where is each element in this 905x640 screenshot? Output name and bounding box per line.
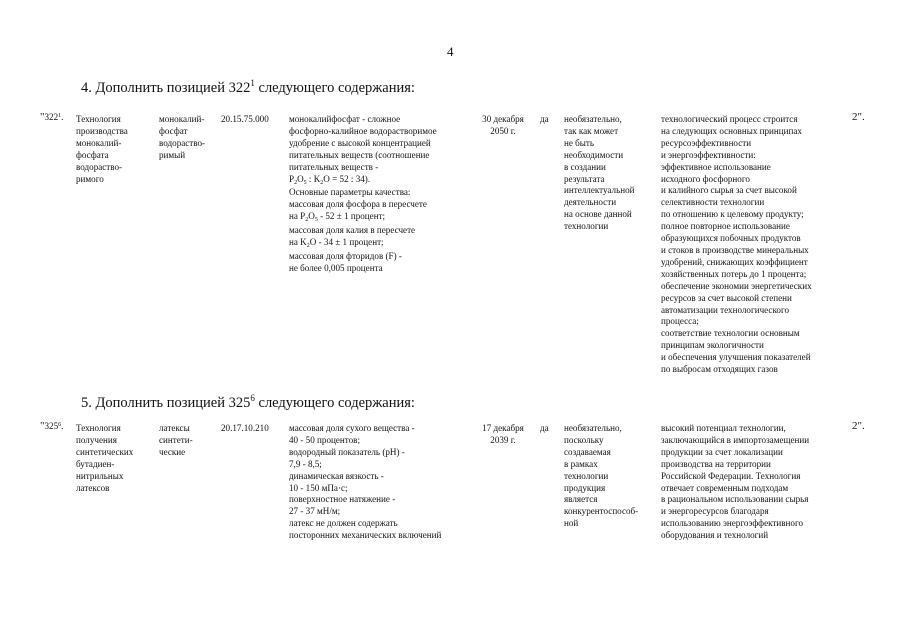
text-line: монокалий- <box>159 114 205 124</box>
text-line: производства <box>76 125 128 136</box>
okpd-code: 20.17.10.210 <box>221 423 269 433</box>
optional-note <box>564 114 635 233</box>
description-line: на $P_2O_5 - 52 \pm 1$ процент; <box>289 211 386 224</box>
description-line: $P_2O_5$ : $K_2O = 52$ : 34). <box>289 173 371 186</box>
text-line: ресурсов за счет высокой степени <box>661 292 792 303</box>
text-line: латексов <box>76 482 110 493</box>
text-line: фосфат <box>159 125 188 136</box>
text-line: технологический процесс строится <box>661 114 798 124</box>
text-line: отвечает современным подходам <box>661 482 789 493</box>
text-line: 30 декабря <box>482 114 524 124</box>
text-line: селективности технологии <box>661 197 765 208</box>
justification <box>661 423 809 542</box>
description-line: на $K_2O - 34 \pm 1$ процент; <box>289 237 384 250</box>
text-line: и обеспечения улучшения показателей <box>661 352 811 363</box>
technology-name <box>76 114 128 185</box>
description-line: посторонних механических включений <box>289 530 442 541</box>
description-line: водородный показатель (pH) - <box>289 446 405 457</box>
text-line: соответствие технологии основным <box>661 328 800 339</box>
text-line: и энергоэффективности: <box>661 149 756 160</box>
section-heading-5: 5. Дополнить позицией $325^6$ следующего содержания: <box>81 393 415 411</box>
description-line: латекс не должен содержать <box>289 518 398 529</box>
text-line: 17 декабря <box>482 423 524 433</box>
text-line: римый <box>159 149 186 160</box>
text-line: в создании <box>564 161 606 172</box>
text-line: нитрильных <box>76 470 124 481</box>
text-line: использованию энергоэффективного <box>661 518 804 529</box>
product-name <box>159 114 205 162</box>
text-line: эффективное использование <box>661 161 771 172</box>
text-line: и стоков в производстве минеральных <box>661 244 809 255</box>
description-line: питательных веществ (соотношение <box>289 149 430 160</box>
text-line: удобрений, снижающих коэффициент <box>661 256 808 267</box>
description-line: 40 - 50 процентов; <box>289 434 360 445</box>
text-line: интеллектуальной <box>564 185 635 196</box>
text-line: на основе данной <box>564 209 632 220</box>
description-line: массовая доля калия в пересчете <box>289 225 416 236</box>
text-line: в рамках <box>564 458 598 469</box>
text-line: римого <box>76 173 104 184</box>
text-line: конкурентоспособ- <box>564 506 639 517</box>
text-line: автоматизации технологического <box>661 304 790 315</box>
description-line: Основные параметры качества: <box>289 187 411 198</box>
text-line: технологии <box>564 470 609 481</box>
text-line: образующихся побочных продуктов <box>661 233 801 244</box>
text-line: процесса; <box>661 316 699 327</box>
product-name <box>159 423 193 459</box>
description-line: 27 - 37 мН/м; <box>289 506 341 517</box>
description-line: монокалийфосфат - сложное <box>289 114 401 124</box>
description-line: 7,9 - 8,5; <box>289 458 322 469</box>
description-line: питательных веществ - <box>289 161 379 172</box>
text-line: необязательно, <box>564 114 622 124</box>
description-line: поверхностное натяжение - <box>289 494 396 505</box>
description-line: массовая доля сухого вещества - <box>289 423 415 433</box>
text-line: принципам экологичности <box>661 340 764 351</box>
text-line: результата <box>564 173 605 184</box>
section-heading-4: 4. Дополнить позицией $322^1$ следующего содержания: <box>81 78 415 96</box>
text-line: по отношению к целевому продукту; <box>661 209 804 220</box>
text-line: Технология <box>76 114 121 124</box>
optional-note <box>564 423 638 530</box>
text-line: заключающийся в импортозамещении <box>661 434 810 445</box>
text-line: и энергоресурсов благодаря <box>661 506 769 517</box>
text-line: в рациональном использовании сырья <box>661 494 809 505</box>
text-line: необходимости <box>564 149 624 160</box>
text-line: является <box>564 494 598 505</box>
text-line: создаваемая <box>564 446 611 457</box>
text-line: и калийного сырья за счет высокой <box>661 185 797 196</box>
description-line: 10 - 150 мПа·с; <box>289 482 348 493</box>
text-line: продукции за счет локализации <box>661 446 783 457</box>
text-line: Технология <box>76 423 121 433</box>
text-line: ной <box>564 518 579 529</box>
text-line: технологии <box>564 221 609 232</box>
deadline <box>477 423 529 447</box>
okpd-code: 20.15.75.000 <box>221 114 269 124</box>
text-line: поскольку <box>564 434 604 445</box>
text-line: латексы <box>159 423 190 433</box>
text-line: оборудования и технологий <box>661 530 769 541</box>
text-line: 2050 г. <box>490 125 516 136</box>
page-number: 4 <box>447 44 454 59</box>
text-line: на следующих основных принципах <box>661 125 802 136</box>
description-line: массовая доля фосфора в пересчете <box>289 199 427 210</box>
text-line: так как может <box>564 125 619 136</box>
description-line: динамическая вязкость - <box>289 470 384 481</box>
description-line: не более 0,005 процента <box>289 262 383 273</box>
deadline <box>477 114 529 138</box>
text-line: по выбросам отходящих газов <box>661 364 778 375</box>
text-line: 2039 г. <box>490 434 516 445</box>
text-line: ресурсоэффективности <box>661 137 752 148</box>
position-number: "$325^6$. <box>40 420 64 432</box>
position-number: "$322^1$. <box>40 111 64 123</box>
text-line: полное повторное использование <box>661 221 790 232</box>
level-and-close-quote: 2". <box>852 420 865 432</box>
text-line: обеспечение экономии энергетических <box>661 280 812 291</box>
flag: да <box>540 114 549 124</box>
text-line: исходного фосфорного <box>661 173 750 184</box>
text-line: синтетических <box>76 446 134 457</box>
description-line: фосфорно-калийное водорастворимое <box>289 125 437 136</box>
text-line: деятельности <box>564 197 617 208</box>
flag: да <box>540 423 549 433</box>
text-line: монокалий- <box>76 137 122 148</box>
text-line: ческие <box>159 446 186 457</box>
text-line: фосфата <box>76 149 109 160</box>
product-description <box>289 114 437 275</box>
text-line: хозяйственных потерь до 1 процента; <box>661 268 807 279</box>
text-line: синтети- <box>159 434 193 445</box>
text-line: получения <box>76 434 117 445</box>
product-description <box>289 423 441 542</box>
description-line: массовая доля фторидов (F) - <box>289 250 402 261</box>
level-and-close-quote: 2". <box>852 111 865 123</box>
description-line: удобрение с высокой концентрацией <box>289 137 431 148</box>
text-line: бутадиен- <box>76 458 115 469</box>
text-line: высокий потенциал технологии, <box>661 423 786 433</box>
text-line: производства на территории <box>661 458 771 469</box>
justification <box>661 114 812 376</box>
technology-name <box>76 423 133 494</box>
text-line: водораство- <box>159 137 206 148</box>
text-line: водораство- <box>76 161 123 172</box>
text-line: необязательно, <box>564 423 622 433</box>
text-line: продукция <box>564 482 606 493</box>
text-line: не быть <box>564 137 595 148</box>
text-line: Российской Федерации. Технология <box>661 470 801 481</box>
